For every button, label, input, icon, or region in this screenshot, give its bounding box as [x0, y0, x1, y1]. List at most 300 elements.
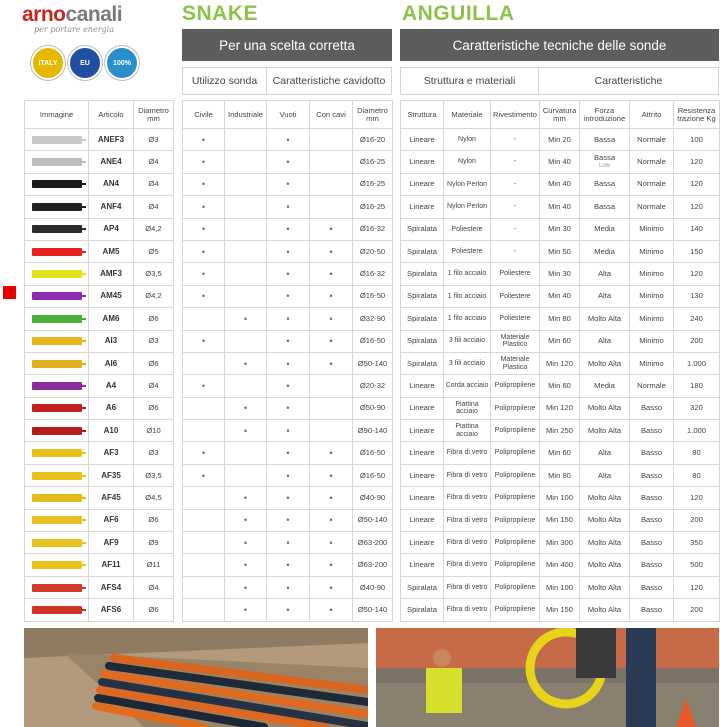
product-image-cell: [25, 599, 89, 621]
resistenza-value: 120: [674, 196, 720, 218]
articles-table: [24, 100, 174, 622]
cavidotto-diameter: Ø16-32: [353, 263, 393, 285]
rivestimento-value: -: [491, 218, 540, 240]
materiale-value: 1 filo acciaio: [444, 308, 491, 330]
table-row: [183, 308, 393, 330]
curvatura-value: Min 80: [540, 308, 580, 330]
caratteristiche-subheader: Caratteristiche: [538, 67, 719, 95]
certification-badges: [31, 46, 139, 80]
probe-swatch: [32, 561, 82, 569]
table-row: [401, 532, 720, 554]
table-row: [183, 554, 393, 576]
forza-label: Bassa: [593, 179, 616, 189]
table-row: [401, 487, 720, 509]
forza-label: Alta: [597, 336, 612, 346]
table-row: [183, 330, 393, 352]
curvatura-value: Min 400: [540, 554, 580, 576]
attrito-value: Basso: [630, 532, 674, 554]
civile-mark: •: [183, 375, 225, 397]
article-diameter: Ø6: [134, 509, 174, 531]
probe-swatch: [32, 225, 82, 233]
rivestimento-value: Materiale Plastico: [491, 330, 540, 352]
article-diameter: Ø4,2: [134, 285, 174, 307]
forza-label: Molto Alta: [587, 515, 622, 525]
vuoti-mark: •: [267, 397, 310, 419]
struttura-value: Lineare: [401, 375, 444, 397]
probe-swatch: [32, 516, 82, 524]
article-diameter: Ø4: [134, 196, 174, 218]
article-diameter: Ø3: [134, 330, 174, 352]
attrito-value: Minimo: [630, 263, 674, 285]
cavidotto-diameter: Ø63-200: [353, 554, 393, 576]
civile-mark: •: [183, 196, 225, 218]
struttura-value: Lineare: [401, 151, 444, 173]
forza-label: Molto Alta: [587, 313, 622, 323]
forza-value: [580, 308, 630, 330]
table-row: [25, 532, 174, 554]
usage-table: [182, 100, 393, 622]
curvatura-value: Min 60: [540, 330, 580, 352]
attrito-value: Basso: [630, 442, 674, 464]
table-row: [183, 352, 393, 374]
forza-value: [580, 218, 630, 240]
attrito-value: Normale: [630, 196, 674, 218]
industriale-mark: [225, 330, 267, 352]
materiale-value: Fibra di vetro: [444, 532, 491, 554]
resistenza-value: 240: [674, 308, 720, 330]
civile-mark: •: [183, 173, 225, 195]
curvatura-value: Min 40: [540, 285, 580, 307]
header-diametro-cavidotto: Diametro mm: [353, 101, 393, 129]
materiale-value: Fibra di vetro: [444, 599, 491, 621]
attrito-value: Minimo: [630, 352, 674, 374]
vuoti-mark: •: [267, 330, 310, 352]
forza-value: [580, 532, 630, 554]
article-diameter: Ø5: [134, 240, 174, 262]
anguilla-header-bar: Caratteristiche tecniche delle sonde: [400, 29, 719, 61]
table-row: [25, 173, 174, 195]
curvatura-value: Min 250: [540, 420, 580, 442]
article-diameter: Ø4: [134, 173, 174, 195]
struttura-value: Lineare: [401, 420, 444, 442]
rivestimento-value: Polipropilene: [491, 487, 540, 509]
rivestimento-value: Polipropilene: [491, 375, 540, 397]
cavidotto-diameter: Ø20-50: [353, 240, 393, 262]
resistenza-value: 200: [674, 599, 720, 621]
curvatura-value: Min 40: [540, 173, 580, 195]
table-row: [401, 397, 720, 419]
materiale-value: 3 fili acciaio: [444, 352, 491, 374]
probe-swatch: [32, 337, 82, 345]
struttura-value: Spiralata: [401, 330, 444, 352]
cavidotto-diameter: Ø50-90: [353, 397, 393, 419]
forza-low-label: Low: [598, 163, 610, 170]
product-image-cell: [25, 352, 89, 374]
forza-value: [580, 554, 630, 576]
forza-label: Molto Alta: [587, 604, 622, 614]
struttura-value: Spiralata: [401, 576, 444, 598]
materiale-value: Nylon Perlon: [444, 196, 491, 218]
product-image-cell: [25, 442, 89, 464]
forza-label: Alta: [597, 470, 612, 480]
con-cavi-mark: •: [310, 464, 353, 486]
materiale-value: Piattina acciaio: [444, 397, 491, 419]
materiale-value: 3 fili acciaio: [444, 330, 491, 352]
probe-swatch: [32, 292, 82, 300]
con-cavi-mark: [310, 151, 353, 173]
table-row: [183, 173, 393, 195]
product-image-cell: [25, 397, 89, 419]
header-rivestimento: Rivestimento: [491, 101, 540, 129]
article-diameter: Ø4,5: [134, 487, 174, 509]
vuoti-mark: •: [267, 196, 310, 218]
cavidotto-diameter: Ø16-20: [353, 129, 393, 151]
product-image-cell: [25, 151, 89, 173]
table-row: [401, 173, 720, 195]
table-row: [401, 375, 720, 397]
civile-mark: •: [183, 151, 225, 173]
curvatura-value: Min 100: [540, 487, 580, 509]
anguilla-title: ANGUILLA: [402, 2, 515, 25]
con-cavi-mark: •: [310, 263, 353, 285]
header-struttura: Struttura: [401, 101, 444, 129]
table-row: [25, 151, 174, 173]
table-row: [183, 375, 393, 397]
cavidotto-diameter: Ø50-140: [353, 509, 393, 531]
product-image-cell: [25, 509, 89, 531]
curvatura-value: Min 120: [540, 352, 580, 374]
rivestimento-value: Polipropilene: [491, 554, 540, 576]
table-row: [401, 218, 720, 240]
attrito-value: Basso: [630, 487, 674, 509]
table-row: [25, 442, 174, 464]
table-row: [25, 509, 174, 531]
con-cavi-mark: •: [310, 308, 353, 330]
industriale-mark: •: [225, 532, 267, 554]
table-row: [183, 576, 393, 598]
curvatura-value: Min 80: [540, 464, 580, 486]
table-row: [183, 397, 393, 419]
table-row: [183, 599, 393, 621]
forza-value: [580, 397, 630, 419]
rivestimento-value: Materiale Plastico: [491, 352, 540, 374]
table-row: [183, 196, 393, 218]
forza-label: Bassa: [593, 153, 616, 163]
rivestimento-value: -: [491, 173, 540, 195]
table-row: [401, 240, 720, 262]
table-row: [25, 487, 174, 509]
probe-swatch: [32, 180, 82, 188]
resistenza-value: 500: [674, 554, 720, 576]
brand-logo: [22, 4, 132, 34]
cavidotto-diameter: Ø16-25: [353, 196, 393, 218]
product-image-cell: [25, 196, 89, 218]
con-cavi-mark: •: [310, 509, 353, 531]
cavidotto-diameter: Ø16-25: [353, 173, 393, 195]
struttura-value: Spiralata: [401, 352, 444, 374]
industriale-mark: [225, 196, 267, 218]
forza-label: Bassa: [593, 201, 616, 211]
struttura-value: Lineare: [401, 442, 444, 464]
product-image-cell: [25, 263, 89, 285]
rivestimento-value: Polipropilene: [491, 532, 540, 554]
industriale-mark: •: [225, 397, 267, 419]
struttura-value: Lineare: [401, 196, 444, 218]
civile-mark: •: [183, 240, 225, 262]
product-image-cell: [25, 487, 89, 509]
vuoti-mark: •: [267, 285, 310, 307]
vuoti-mark: •: [267, 554, 310, 576]
table-row: [25, 464, 174, 486]
forza-value: [580, 599, 630, 621]
materiale-value: Nylon Perlon: [444, 173, 491, 195]
attrito-value: Basso: [630, 464, 674, 486]
article-diameter: Ø3: [134, 129, 174, 151]
product-image-cell: [25, 330, 89, 352]
article-code: ANE4: [89, 151, 134, 173]
con-cavi-mark: [310, 173, 353, 195]
resistenza-value: 120: [674, 576, 720, 598]
product-image-cell: [25, 464, 89, 486]
con-cavi-mark: •: [310, 532, 353, 554]
table-row: [183, 487, 393, 509]
table-row: [25, 129, 174, 151]
curvatura-value: Min 30: [540, 263, 580, 285]
curvatura-value: Min 40: [540, 151, 580, 173]
struttura-value: Lineare: [401, 487, 444, 509]
article-diameter: Ø6: [134, 599, 174, 621]
rivestimento-value: Polipropilene: [491, 397, 540, 419]
struttura-value: Spiralata: [401, 599, 444, 621]
table-row: [183, 151, 393, 173]
resistenza-value: 130: [674, 285, 720, 307]
civile-mark: [183, 397, 225, 419]
article-diameter: Ø6: [134, 397, 174, 419]
table-row: [401, 352, 720, 374]
row-marker: [3, 286, 16, 299]
vuoti-mark: •: [267, 487, 310, 509]
forza-value: [580, 464, 630, 486]
table-row: [25, 375, 174, 397]
probe-swatch: [32, 494, 82, 502]
table-row: [25, 576, 174, 598]
civile-mark: [183, 420, 225, 442]
civile-mark: •: [183, 464, 225, 486]
con-cavi-mark: •: [310, 218, 353, 240]
curvatura-value: Min 30: [540, 218, 580, 240]
table-row: [25, 397, 174, 419]
header-industriale: Industriale: [225, 101, 267, 129]
article-diameter: Ø4,2: [134, 218, 174, 240]
materiale-value: 1 filo acciaio: [444, 263, 491, 285]
rivestimento-value: -: [491, 196, 540, 218]
vuoti-mark: •: [267, 420, 310, 442]
cavidotto-diameter: Ø16-50: [353, 442, 393, 464]
product-image-cell: [25, 532, 89, 554]
industriale-mark: [225, 240, 267, 262]
article-diameter: Ø6: [134, 352, 174, 374]
resistenza-value: 320: [674, 397, 720, 419]
article-code: AF3: [89, 442, 134, 464]
forza-label: Molto Alta: [587, 537, 622, 547]
header-curvatura: Curvatura mm: [540, 101, 580, 129]
table-row: [25, 240, 174, 262]
article-diameter: Ø4: [134, 576, 174, 598]
article-code: A4: [89, 375, 134, 397]
tested-badge-icon: 100%: [105, 46, 139, 80]
resistenza-value: 140: [674, 218, 720, 240]
industriale-mark: [225, 285, 267, 307]
header-materiale: Materiale: [444, 101, 491, 129]
industriale-mark: [225, 129, 267, 151]
struttura-value: Spiralata: [401, 285, 444, 307]
probe-swatch: [32, 584, 82, 592]
curvatura-value: Min 60: [540, 375, 580, 397]
con-cavi-mark: [310, 196, 353, 218]
snake-header-bar: Per una scelta corretta: [182, 29, 392, 61]
curvatura-value: Min 50: [540, 240, 580, 262]
table-row: [401, 285, 720, 307]
con-cavi-mark: •: [310, 352, 353, 374]
attrito-value: Normale: [630, 173, 674, 195]
materiale-value: Nylon: [444, 151, 491, 173]
con-cavi-mark: [310, 375, 353, 397]
header-forza: Forza introduzione: [580, 101, 630, 129]
utilizzo-subheader: Utilizzo sonda: [182, 67, 267, 95]
curvatura-value: Min 60: [540, 442, 580, 464]
article-code: AI6: [89, 352, 134, 374]
civile-mark: [183, 509, 225, 531]
struttura-value: Spiralata: [401, 240, 444, 262]
made-in-italy-badge-icon: ITALY: [31, 46, 65, 80]
table-row: [183, 263, 393, 285]
civile-mark: [183, 308, 225, 330]
materiale-value: Fibra di vetro: [444, 576, 491, 598]
resistenza-value: 120: [674, 487, 720, 509]
civile-mark: •: [183, 129, 225, 151]
attrito-value: Minimo: [630, 285, 674, 307]
article-code: ANF4: [89, 196, 134, 218]
article-code: AP4: [89, 218, 134, 240]
article-code: AM45: [89, 285, 134, 307]
forza-value: [580, 285, 630, 307]
rivestimento-value: Polipropilene: [491, 464, 540, 486]
header-articolo: Articolo: [89, 101, 134, 129]
table-row: [401, 464, 720, 486]
industriale-mark: [225, 151, 267, 173]
forza-value: [580, 330, 630, 352]
resistenza-value: 80: [674, 442, 720, 464]
attrito-value: Basso: [630, 554, 674, 576]
article-diameter: Ø3,5: [134, 263, 174, 285]
vuoti-mark: •: [267, 464, 310, 486]
table-row: [401, 330, 720, 352]
con-cavi-mark: •: [310, 487, 353, 509]
attrito-value: Minimo: [630, 218, 674, 240]
struttura-subheader: Struttura e materiali: [400, 67, 539, 95]
table-row: [401, 129, 720, 151]
industriale-mark: [225, 263, 267, 285]
curvatura-value: Min 120: [540, 397, 580, 419]
cavidotto-diameter: Ø90-140: [353, 420, 393, 442]
table-row: [183, 218, 393, 240]
struttura-value: Lineare: [401, 464, 444, 486]
civile-mark: •: [183, 442, 225, 464]
resistenza-value: 120: [674, 263, 720, 285]
materiale-value: Poliestere: [444, 218, 491, 240]
con-cavi-mark: •: [310, 576, 353, 598]
forza-value: [580, 173, 630, 195]
civile-mark: •: [183, 263, 225, 285]
table-row: [401, 442, 720, 464]
product-image-cell: [25, 420, 89, 442]
materiale-value: Piattina acciaio: [444, 420, 491, 442]
cavidotto-diameter: Ø16-50: [353, 330, 393, 352]
attrito-value: Minimo: [630, 330, 674, 352]
vuoti-mark: •: [267, 263, 310, 285]
eu-quality-badge-icon: EU: [68, 46, 102, 80]
forza-value: [580, 509, 630, 531]
cavidotto-diameter: Ø40-90: [353, 487, 393, 509]
attrito-value: Normale: [630, 129, 674, 151]
struttura-value: Spiralata: [401, 218, 444, 240]
curvatura-value: Min 300: [540, 532, 580, 554]
cavidotto-diameter: Ø20-32: [353, 375, 393, 397]
con-cavi-mark: •: [310, 285, 353, 307]
article-code: AMF3: [89, 263, 134, 285]
article-diameter: Ø10: [134, 420, 174, 442]
workers-photo: [376, 628, 719, 727]
attrito-value: Basso: [630, 397, 674, 419]
industriale-mark: [225, 173, 267, 195]
header-vuoti: Vuoti: [267, 101, 310, 129]
forza-label: Molto Alta: [587, 560, 622, 570]
forza-value: [580, 352, 630, 374]
probe-swatch: [32, 315, 82, 323]
cavidotto-diameter: Ø40-90: [353, 576, 393, 598]
forza-label: Molto Alta: [587, 403, 622, 413]
table-row: [183, 285, 393, 307]
article-code: AF45: [89, 487, 134, 509]
header-resistenza: Resistenza trazione Kg: [674, 101, 720, 129]
forza-label: Alta: [597, 291, 612, 301]
resistenza-value: 1.000: [674, 420, 720, 442]
forza-label: Alta: [597, 448, 612, 458]
curvatura-value: Min 100: [540, 576, 580, 598]
con-cavi-mark: [310, 420, 353, 442]
product-image-cell: [25, 375, 89, 397]
industriale-mark: •: [225, 420, 267, 442]
table-row: [183, 532, 393, 554]
rivestimento-value: -: [491, 240, 540, 262]
civile-mark: •: [183, 330, 225, 352]
probe-swatch: [32, 270, 82, 278]
materiale-value: Fibra di vetro: [444, 442, 491, 464]
header-attrito: Attrito: [630, 101, 674, 129]
vuoti-mark: •: [267, 151, 310, 173]
article-diameter: Ø3: [134, 442, 174, 464]
article-diameter: Ø11: [134, 554, 174, 576]
struttura-value: Lineare: [401, 532, 444, 554]
con-cavi-mark: •: [310, 599, 353, 621]
table-row: [25, 218, 174, 240]
materiale-value: Fibra di vetro: [444, 509, 491, 531]
struttura-value: Lineare: [401, 173, 444, 195]
rivestimento-value: Polipropilene: [491, 576, 540, 598]
civile-mark: [183, 487, 225, 509]
vuoti-mark: •: [267, 240, 310, 262]
resistenza-value: 1.000: [674, 352, 720, 374]
